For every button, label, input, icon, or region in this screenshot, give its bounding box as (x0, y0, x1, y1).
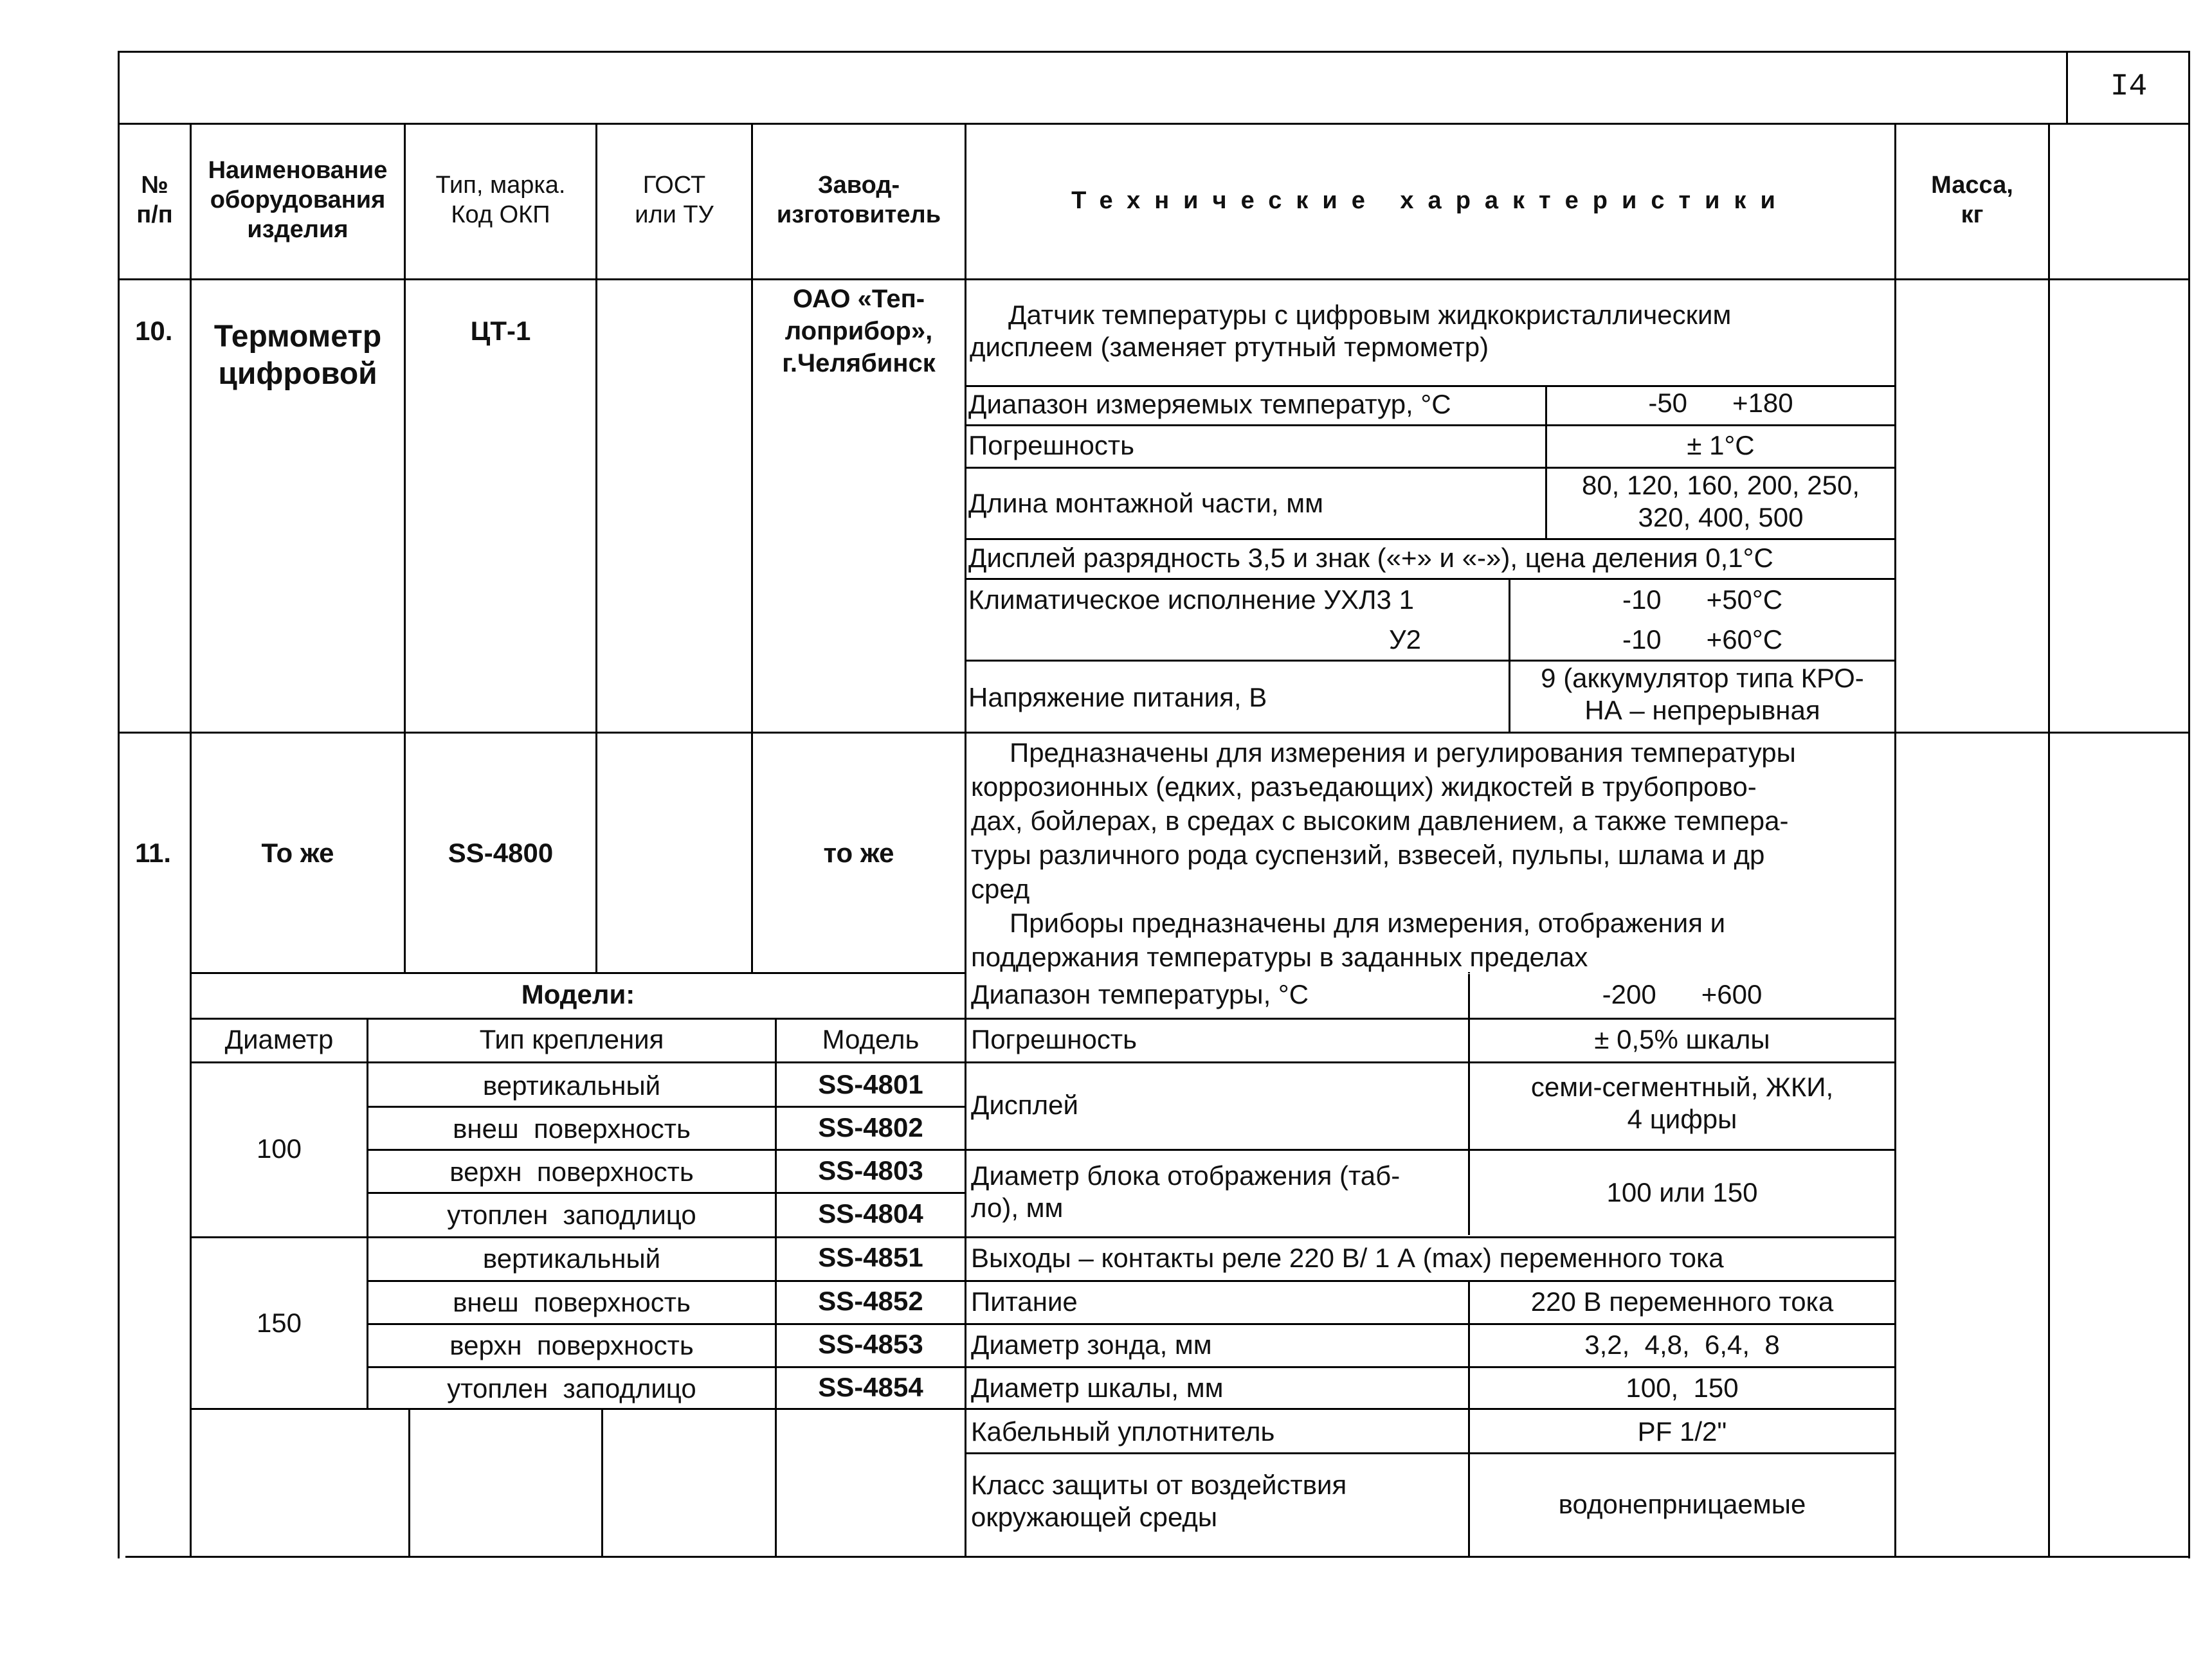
item10-climate-value1: -10 +50°С (1622, 584, 1783, 615)
header-mass: Масса, кг (1931, 172, 2013, 228)
mounting-6: внеш поверхность (453, 1287, 691, 1317)
model-3: SS-4803 (818, 1155, 923, 1186)
rule (965, 424, 1894, 426)
item11-protect-value: водонепрницаемые (1558, 1489, 1806, 1519)
rule (965, 123, 966, 1558)
model-8: SS-4854 (818, 1372, 923, 1402)
rule (965, 578, 1894, 580)
models-diameter-100: 100 (256, 1133, 302, 1164)
item10-length-label: Длина монтажной части, мм (968, 488, 1323, 518)
rule (601, 1408, 603, 1558)
model-1: SS-4801 (818, 1069, 923, 1099)
model-7: SS-4853 (818, 1329, 923, 1359)
rule (367, 1192, 965, 1194)
rule (118, 51, 2190, 53)
rule (965, 1323, 1894, 1325)
item10-display: Дисплей разрядность 3,5 и знак («+» и «-»), цена деления 0,1°С (968, 543, 1773, 573)
rule (190, 1408, 965, 1410)
item10-length-value: 80, 120, 160, 200, 250, 320, 400, 500 (1581, 470, 1860, 532)
rule (965, 1452, 1894, 1454)
item11-type: SS-4800 (448, 838, 554, 868)
item11-desc: Предназначены для измерения и регулирования температуры коррозионных (едких, разъедающих) жидкостей в трубопрово- дах, бойлерах, в средах с высоким давлением, а также темпера- туры различного рода суспензий, взвесей, пульпы, шлама и др сред Приборы предназначены для измерения, отображения и поддержания температуры в заданных пределах (971, 737, 1796, 972)
model-6: SS-4852 (818, 1286, 923, 1316)
rule (190, 1236, 965, 1238)
header-num: № п/п (136, 172, 173, 228)
rule (965, 1280, 1894, 1282)
rule (125, 1556, 2190, 1558)
mounting-5: вертикальный (482, 1243, 661, 1274)
mounting-4: утоплен заподлицо (447, 1200, 696, 1230)
item11-probe-value: 3,2, 4,8, 6,4, 8 (1584, 1330, 1780, 1360)
rule (190, 1018, 965, 1020)
item10-maker: ОАО «Теп- лоприбор», г.Челябинск (782, 285, 936, 377)
item11-error-label: Погрешность (971, 1024, 1137, 1054)
rule (965, 1366, 1894, 1368)
rule (965, 1018, 1894, 1020)
rule (408, 1408, 410, 1558)
item11-range-label: Диапазон температуры, °С (971, 979, 1309, 1009)
mounting-1: вертикальный (482, 1070, 661, 1101)
rule (965, 1236, 1894, 1238)
rule (367, 1149, 965, 1151)
item10-error-label: Погрешность (968, 430, 1134, 460)
rule (595, 123, 597, 974)
item10-range-label: Диапазон измеряемых температур, °С (968, 389, 1451, 419)
item11-error-value: ± 0,5% шкалы (1594, 1024, 1770, 1054)
rule (965, 1061, 1894, 1063)
item11-display-value: семи-сегментный, ЖКИ, 4 цифры (1530, 1072, 1834, 1134)
rule (367, 1323, 965, 1325)
rule (190, 1061, 965, 1063)
rule (965, 1408, 1894, 1410)
rule (2048, 123, 2050, 1558)
item10-climate-label2: У2 (1389, 624, 1422, 654)
rule (190, 972, 965, 974)
item11-display-label: Дисплей (971, 1090, 1078, 1120)
rule (965, 660, 1894, 662)
mounting-7: верхн поверхность (449, 1330, 694, 1360)
header-name: Наименование оборудования изделия (208, 157, 388, 243)
item10-type: ЦТ-1 (470, 316, 531, 346)
rule (118, 732, 2190, 734)
item11-maker: то же (823, 838, 894, 868)
rule (965, 538, 1894, 540)
models-header-model: Модель (822, 1024, 920, 1054)
item10-num: 10. (135, 316, 173, 346)
rule (775, 1408, 777, 1558)
mounting-8: утоплен заподлицо (447, 1373, 696, 1403)
item10-error-value: ± 1°С (1687, 430, 1755, 460)
item11-cable-value: PF 1/2" (1637, 1416, 1727, 1447)
item10-power-value: 9 (аккумулятор типа КРО- НА – непрерывная (1541, 663, 1864, 725)
rule (965, 467, 1894, 469)
item10-climate-value2: -10 +60°С (1622, 624, 1783, 654)
item11-scale-label: Диаметр шкалы, мм (971, 1373, 1224, 1403)
models-title: Модели: (521, 979, 635, 1009)
header-maker: Завод- изготовитель (776, 172, 941, 228)
model-2: SS-4802 (818, 1112, 923, 1142)
item11-cable-label: Кабельный уплотнитель (971, 1416, 1275, 1447)
item10-power-label: Напряжение питания, В (968, 682, 1267, 712)
rule (367, 1106, 965, 1108)
header-tech: Технические характеристики (1071, 187, 1790, 214)
models-header-diameter: Диаметр (224, 1024, 334, 1054)
rule (965, 1149, 1894, 1151)
rule (367, 1280, 965, 1282)
rule (2188, 51, 2190, 1558)
rule (2066, 51, 2068, 124)
mounting-2: внеш поверхность (453, 1114, 691, 1144)
rule (367, 1366, 965, 1368)
item11-power-value: 220 В переменного тока (1530, 1286, 1834, 1317)
model-4: SS-4804 (818, 1198, 923, 1229)
item11-block-value: 100 или 150 (1606, 1177, 1758, 1207)
rule (1894, 123, 1896, 1558)
item10-name: Термометр цифровой (213, 320, 382, 391)
header-gost: ГОСТ или ТУ (635, 172, 714, 228)
rule (118, 51, 120, 1558)
item11-num: 11. (135, 838, 172, 868)
item11-block-label: Диаметр блока отображения (таб- ло), мм (971, 1160, 1401, 1223)
header-type: Тип, марка. Код ОКП (435, 172, 566, 228)
page-number: I4 (2110, 69, 2148, 104)
models-header-mounting: Тип крепления (479, 1024, 664, 1054)
rule (118, 278, 2190, 280)
item10-range-value: -50 +180 (1648, 388, 1793, 418)
models-diameter-150: 150 (256, 1308, 302, 1338)
model-5: SS-4851 (818, 1242, 923, 1272)
mounting-3: верхн поверхность (449, 1157, 694, 1187)
item11-name: То же (261, 838, 334, 868)
rule (118, 123, 2190, 125)
item10-desc: Датчик температуры с цифровым жидкокристаллическим дисплеем (заменяет ртутный термометр) (970, 300, 1732, 362)
item11-outputs: Выходы – контакты реле 220 В/ 1 А (max) переменного тока (971, 1243, 1724, 1273)
item11-protect-label: Класс защиты от воздействия окружающей среды (971, 1470, 1347, 1532)
item11-range-value: -200 +600 (1602, 979, 1763, 1009)
item11-probe-label: Диаметр зонда, мм (971, 1330, 1212, 1360)
item11-scale-value: 100, 150 (1626, 1373, 1739, 1403)
item10-climate-label: Климатическое исполнение УХЛ3 1 (968, 584, 1414, 615)
item11-power-label: Питание (971, 1286, 1078, 1317)
